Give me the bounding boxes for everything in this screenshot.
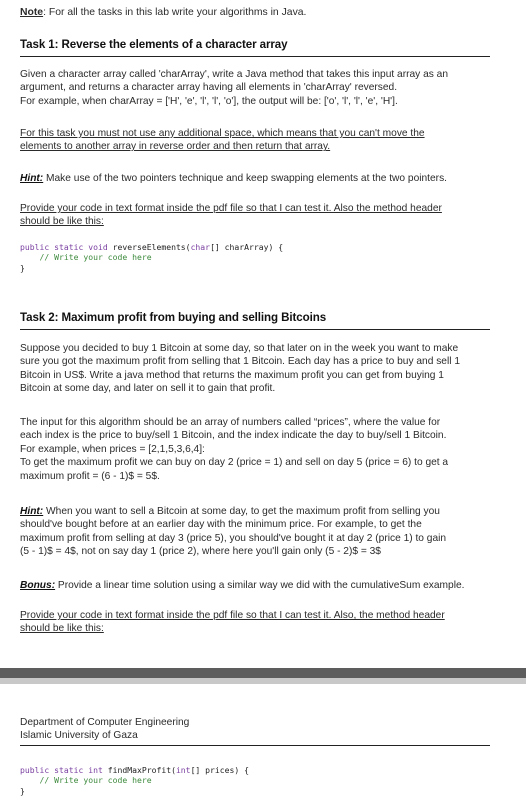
document-page-2 bbox=[0, 684, 526, 806]
task2-code-type: int bbox=[175, 765, 191, 775]
task2-input-description bbox=[20, 416, 492, 483]
page-header-info bbox=[20, 716, 189, 742]
task2-code-comment: // Write your code here bbox=[20, 775, 152, 786]
lab-note bbox=[20, 6, 492, 19]
task1-code-params: [] charArray) { bbox=[210, 242, 284, 252]
task1-heading: Task 1: Reverse the elements of a character array bbox=[20, 38, 288, 51]
task1-provide-code bbox=[20, 202, 492, 229]
task1-hint-label: Hint: bbox=[20, 173, 44, 184]
university-name: Islamic University of Gaza bbox=[20, 730, 138, 741]
task2-input-line1: The input for this algorithm should be an array of numbers called “prices”, where the value for bbox=[20, 417, 441, 428]
task1-constraint-line1: For this task you must not use any additional space, which means that you can't move the bbox=[20, 128, 425, 139]
page-header-rule bbox=[20, 745, 490, 746]
task1-provide-line1: Provide your code in text format inside the pdf file so that I can test it. Also the method header bbox=[20, 203, 442, 214]
task1-constraint-line2: elements to another array in reverse order and then return that array. bbox=[20, 141, 331, 153]
page-separator bbox=[0, 668, 526, 678]
task2-code-params: [] prices) { bbox=[190, 765, 250, 775]
department-name: Department of Computer Engineering bbox=[20, 717, 190, 728]
task1-code-modifiers: public static void bbox=[20, 242, 108, 252]
task1-code-block bbox=[20, 242, 490, 273]
task1-code-close: } bbox=[20, 262, 25, 273]
task2-hint-label: Hint: bbox=[20, 506, 44, 517]
task2-provide-line2: should be like this: bbox=[20, 623, 104, 635]
task2-input-line3: For example, when prices = [2,1,5,3,6,4]: bbox=[20, 443, 205, 455]
note-label: Note bbox=[20, 7, 44, 18]
task2-heading: Task 2: Maximum profit from buying and selling Bitcoins bbox=[20, 311, 327, 324]
task1-desc-line1: Given a character array called 'charArray', write a Java method that takes this input array as an bbox=[20, 69, 448, 80]
task2-description bbox=[20, 342, 492, 396]
task2-hint-line4: (5 - 1)$ = 4$, not on say day 1 (price 2), where here you'll gain only (5 - 2)$ = 3$ bbox=[20, 546, 381, 558]
task2-desc-line2: sure you got the maximum profit from selling that 1 Bitcoin. Each day has a price to buy and sell 1 bbox=[20, 356, 460, 368]
task2-bonus-label: Bonus: bbox=[20, 580, 56, 591]
task2-desc-line1: Suppose you decided to buy 1 Bitcoin at some day, so that later on in the week you want to make bbox=[20, 343, 459, 354]
task2-desc-line3: Bitcoin in US$. Write a java method that returns the maximum profit you can get from buying 1 bbox=[20, 369, 444, 381]
task2-hint-line1: When you want to sell a Bitcoin at some day, to get the maximum profit from selling you bbox=[43, 506, 440, 517]
task2-hint-line2: should've bought before at an earlier day with the minimum price. For example, to get the bbox=[20, 519, 422, 531]
task2-provide-code bbox=[20, 609, 492, 636]
task1-hint-text: Make use of the two pointers technique and keep swapping elements at the two pointers. bbox=[43, 173, 447, 184]
task2-heading-rule bbox=[20, 329, 490, 330]
task2-provide-line1: Provide your code in text format inside the pdf file so that I can test it. Also, the method header bbox=[20, 610, 445, 621]
task2-code-close: } bbox=[20, 785, 25, 796]
task2-desc-line4: Bitcoin at some day, and later on sell it to gain that profit. bbox=[20, 383, 276, 395]
task2-code-modifiers: public static int bbox=[20, 765, 103, 775]
task1-hint bbox=[20, 172, 492, 185]
task1-provide-line2: should be like this: bbox=[20, 216, 104, 228]
task1-code-type: char bbox=[190, 242, 211, 252]
task2-hint bbox=[20, 505, 492, 559]
task1-desc-line2: argument, and returns a character array having all elements in 'charArray' reversed. bbox=[20, 82, 398, 94]
task1-heading-rule bbox=[20, 56, 490, 57]
task2-bonus-text: Provide a linear time solution using a similar way we did with the cumulativeSum example. bbox=[55, 580, 465, 591]
task2-hint-line3: maximum profit from selling at day 3 (price 5), you should've bought it at day 2 (price 1) to gain bbox=[20, 532, 447, 544]
task1-constraint bbox=[20, 127, 492, 154]
task2-input-line5: maximum profit = (6 - 1)$ = 5$. bbox=[20, 470, 160, 482]
task1-code-method: reverseElements( bbox=[107, 242, 191, 252]
task1-description bbox=[20, 68, 492, 108]
note-text: : For all the tasks in this lab write your algorithms in Java. bbox=[43, 7, 307, 18]
task2-input-line4: To get the maximum profit we can buy on day 2 (price = 1) and sell on day 5 (price = 6) to get a bbox=[20, 457, 449, 469]
task2-code-method: findMaxProfit( bbox=[102, 765, 176, 775]
task2-code-block bbox=[20, 765, 490, 796]
task2-input-line2: each index is the price to buy/sell 1 Bitcoin, and the index indicate the day to buy/sell 1 Bitcoin. bbox=[20, 430, 447, 442]
task1-code-comment: // Write your code here bbox=[20, 252, 152, 263]
task1-desc-line3: For example, when charArray = ['H', 'e', 'l', 'l', 'o'], the output will be: ['o', 'l', 'l', 'e', 'H']. bbox=[20, 95, 398, 107]
task2-bonus bbox=[20, 579, 492, 592]
